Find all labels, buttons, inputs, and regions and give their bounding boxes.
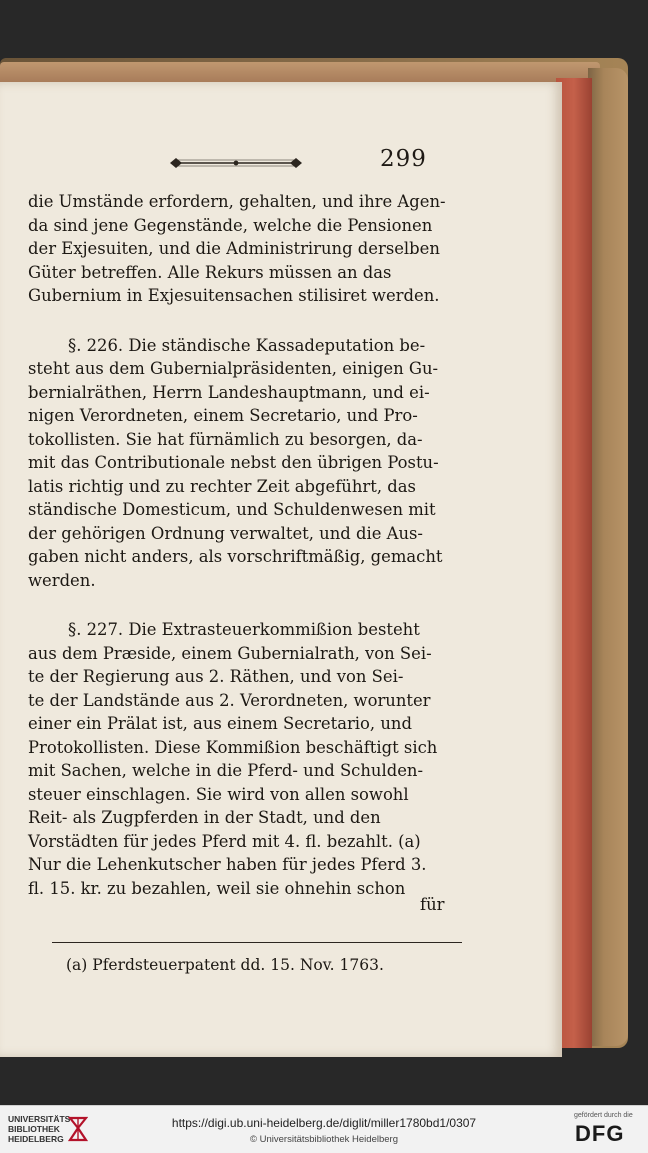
text-line: Protokollisten. Diese Kommißion beschäftigt sich [28,737,438,757]
text-line: latis richtig und zu rechter Zeit abgeführt, das [28,476,416,496]
footnote: (a) Pferdsteuerpatent dd. 15. Nov. 1763. [66,956,384,974]
text-line: die Umstände erfordern, gehalten, und ihre Agen- [28,192,446,211]
text-line: steht aus dem Gubernialpräsidenten, einigen Gu- [28,359,439,378]
funding-note: gefördert durch die [574,1112,633,1119]
text-line: mit Sachen, welche in die Pferd- und Schulden- [28,761,423,780]
viewer-footer [0,1105,648,1153]
footnote-rule [52,942,462,943]
text-line: fl. 15. kr. zu bezahlen, weil sie ohnehin schon [28,878,406,898]
library-name-line: UNIVERSITÄTS- [8,1114,74,1124]
text-line: mit das Contributionale nebst den übrigen Postu- [28,453,439,472]
text-line: gaben nicht anders, als vorschriftmäßig, gemacht [28,547,443,566]
permalink[interactable]: https://digi.ub.uni-heidelberg.de/diglit/miller1780bd1/0307 [171,1116,477,1130]
text-line: Gubernium in Exjesuitensachen stilisiret werden. [28,286,440,305]
copyright: © Universitätsbibliothek Heidelberg [250,1134,398,1145]
text-line: der Exjesuiten, und die Administrirung derselben [28,239,440,258]
library-name-line: BIBLIOTHEK [8,1124,60,1134]
text-line: der gehörigen Ordnung verwaltet, und die Aus- [28,523,423,543]
text-line: Nur die Lehenkutscher haben für jedes Pferd 3. [28,855,427,874]
text-line: steuer einschlagen. Sie wird von allen sowohl [28,784,409,804]
catchword: für [420,895,445,914]
text-line: ständische Domesticum, und Schuldenwesen mit [28,500,436,519]
text-line: einer ein Prälat ist, aus einem Secretario, und [28,714,412,733]
book-top-edge [0,62,600,82]
text-line: tokollisten. Sie hat fürnämlich zu besorgen, da- [28,429,423,449]
text-line: te der Regierung aus 2. Räthen, und von Sei- [28,667,404,686]
book-board-right [588,68,628,1046]
text-line: werden. [28,570,96,590]
text-line: nigen Verordneten, einem Secretario, und Pro- [28,406,418,425]
text-line: §. 227. Die Extrasteuerkommißion besteht [68,620,420,639]
paragraph-226 [28,334,468,593]
page-number: 299 [380,146,427,172]
text-line: bernialräthen, Herrn Landeshauptmann, und ei- [28,382,430,402]
paragraph-227 [28,618,468,900]
library-name-line: HEIDELBERG [8,1134,64,1144]
header-ornament [168,156,304,170]
text-line: §. 226. Die ständische Kassadeputation be- [68,335,426,355]
text-line: Reit- als Zugpferden in der Stadt, und den [28,808,381,827]
text-line: te der Landstände aus 2. Verordneten, worunter [28,690,431,710]
paragraph-agenda [28,190,468,308]
text-line: aus dem Præside, einem Gubernialrath, von Sei- [28,643,432,663]
text-line: da sind jene Gegenstände, welche die Pensionen [28,215,433,235]
text-line: Vorstädten für jedes Pferd mit 4. fl. bezahlt. (a) [28,831,421,851]
text-line: Güter betreffen. Alle Rekurs müssen an das [28,262,392,282]
body-text [28,190,468,900]
dfg-logo[interactable]: DFG [575,1121,625,1146]
